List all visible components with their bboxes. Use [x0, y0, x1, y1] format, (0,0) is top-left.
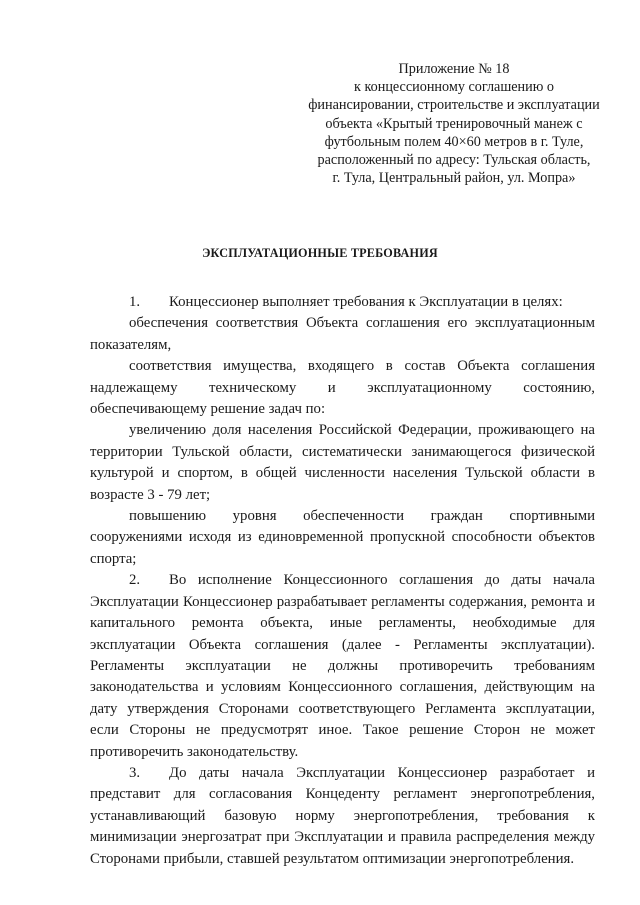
annex-line: финансировании, строительстве и эксплуатации [308, 97, 600, 114]
clause-number: 1. [129, 294, 141, 310]
clause-number: 2. [129, 572, 141, 589]
annex-line: расположенный по адресу: Тульская область, [317, 152, 591, 169]
clause-text: Во исполнение Концессионного соглашения до даты начала Эксплуатации Концессионер разрабатывает регламенты содержания, ремонта и капитального ремонта объекта, иные регламенты, необходимые для эксплуатации Объекта соглашения (далее - Регламенты эксплуатации). Регламенты эксплуатации не должны противоречить требованиям законодательства и условиям Концессионного соглашения, действующим на дату утверждения Сторонами соответствующего Регламента эксплуатации, если Стороны не предусмотрят иное. Такое решение Сторон не может противоречить законодательству. [90, 572, 595, 760]
clause-text: До даты начала Эксплуатации Концессионер разработает и представит для согласования Концеденту регламент энергопотребления, устанавливающий базовую норму энергопотребления, требования к минимизации энергозатрат при Эксплуатации и правила распределения между Сторонами прибыли, ставшей результатом оптимизации энергопотребления. [90, 764, 595, 867]
annex-header [296, 60, 612, 187]
clause-1-item: обеспечения соответствия Объекта соглашения его эксплуатационным показателям, [90, 315, 595, 353]
clause-1 [90, 292, 595, 313]
annex-line: к концессионному соглашению о [354, 79, 554, 96]
document-title: ЭКСПЛУАТАЦИОННЫЕ ТРЕБОВАНИЯ [202, 246, 438, 260]
clause-1-item: увеличению доля населения Российской Федерации, проживающего на территории Тульской области, систематически занимающегося физической культурой и спортом, в общей численности населения Тульской области в возрасте 3 - 79 лет; [90, 422, 595, 503]
clause-1-item: соответствия имущества, входящего в состав Объекта соглашения надлежащему техническому и эксплуатационному состоянию, обеспечивающему решение задач по: [90, 358, 595, 418]
annex-line: объекта «Крытый тренировочный манеж с [325, 115, 583, 132]
document-body [90, 292, 595, 870]
clause-3 [90, 763, 595, 870]
annex-line: футбольным полем 40×60 метров в г. Туле, [324, 133, 584, 150]
annex-line: г. Тула, Центральный район, ул. Мопра» [332, 170, 576, 187]
clause-text: Концессионер выполняет требования к Эксплуатации в целях: [169, 294, 563, 310]
clause-number: 3. [129, 764, 141, 781]
annex-line: Приложение № 18 [398, 61, 510, 77]
clause-2 [90, 570, 595, 763]
clause-1-item: повышению уровня обеспеченности граждан спортивными сооружениями исходя из единовременной пропускной способности объектов спорта; [90, 508, 595, 567]
